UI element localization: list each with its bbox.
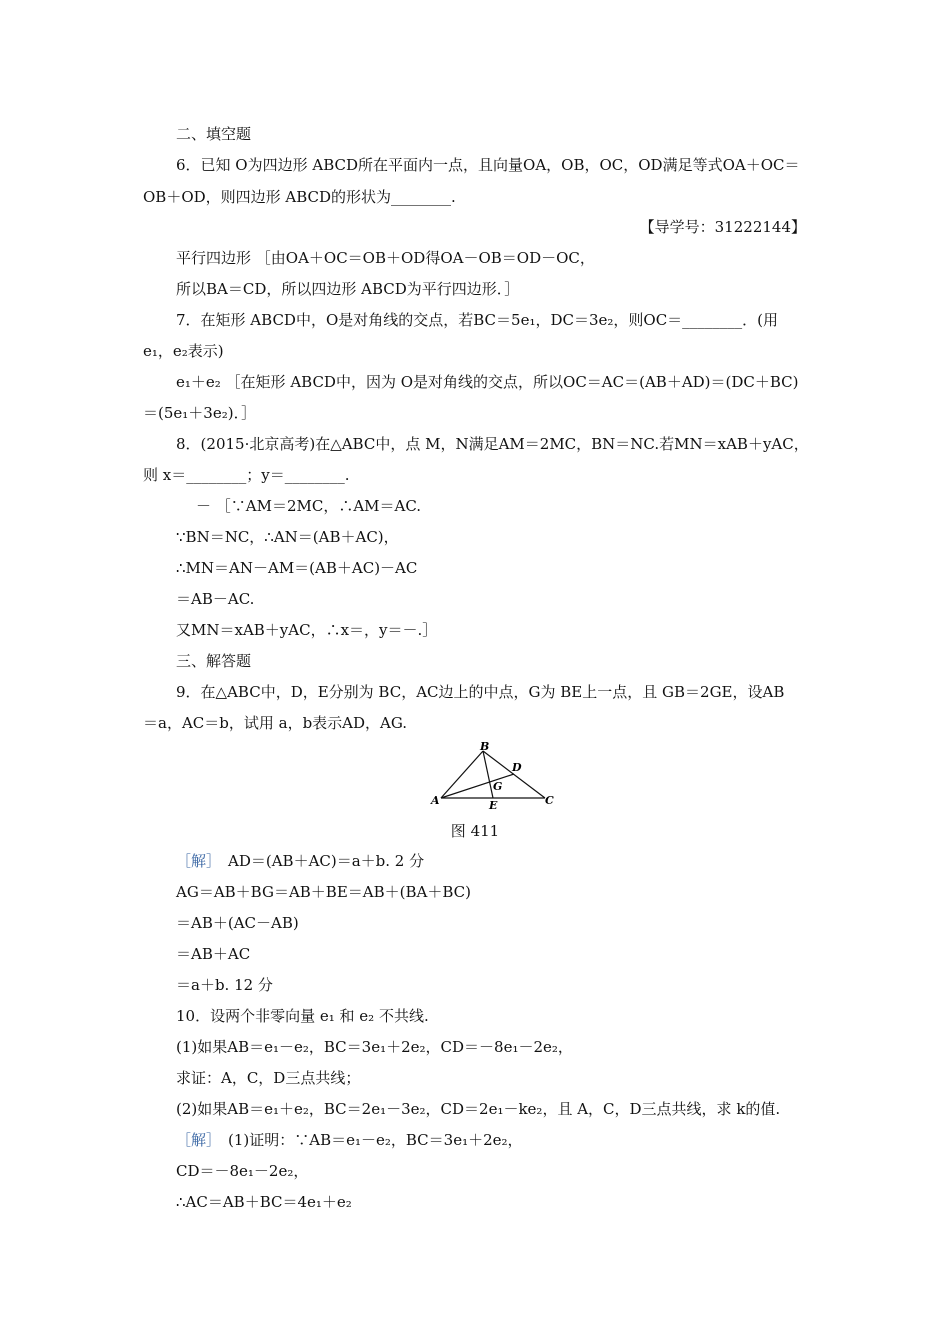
figure-caption: 图 411 (450, 822, 500, 840)
answer-8-line-5: 又MN＝xAB＋yAC，∴x＝，y＝－.］ (176, 621, 438, 639)
answer-6-line-2: 所以BA＝CD，所以四边形 ABCD为平行四边形．］ (176, 280, 520, 298)
solution-9-line-4: ＝AB＋AC (176, 945, 251, 963)
question-10-part-1-goal: 求证：A，C，D三点共线； (176, 1069, 361, 1087)
question-9-line-2: ＝a，AC＝b，试用 a，b表示AD，AG. (143, 714, 408, 732)
answer-8-line-1: － ［∵AM＝2MC，∴AM＝AC. (196, 497, 422, 515)
solution-9-line-3: ＝AB＋(AC－AB) (176, 914, 299, 932)
answer-6-line-1: 平行四边形 ［由OA＋OC＝OB＋OD得OA－OB＝OD－OC， (176, 249, 595, 267)
solution-9-line-2: AG＝AB＋BG＝AB＋BE＝AB＋(BA＋BC) (176, 883, 471, 901)
solution-9-line-5: ＝a＋b. 12 分 (176, 976, 273, 994)
label-b: B (480, 740, 490, 753)
triangle-figure (425, 738, 565, 814)
solution-9-line-1: AD＝(AB＋AC)＝a＋b. 2 分 (228, 852, 425, 870)
label-e: E (489, 799, 498, 812)
solution-10-line-1: (1)证明：∵AB＝e₁－e₂，BC＝3e₁＋2e₂， (228, 1131, 523, 1149)
question-10-part-2: (2)如果AB＝e₁＋e₂，BC＝2e₁－3e₂，CD＝2e₁－ke₂，且 A，C，D三点共线，求 k的值. (176, 1100, 781, 1118)
question-10-part-1: (1)如果AB＝e₁－e₂，BC＝3e₁＋2e₂，CD＝－8e₁－2e₂， (176, 1038, 573, 1056)
answer-8-line-2: ∵BN＝NC，∴AN＝(AB＋AC)， (176, 528, 399, 546)
solution-10-line-3: ∴AC＝AB＋BC＝4e₁＋e₂ (176, 1193, 352, 1211)
section-heading-fill-in: 二、填空题 (176, 125, 252, 143)
question-10-intro: 10．设两个非零向量 e₁ 和 e₂ 不共线. (176, 1007, 429, 1025)
solution-10-line-2: CD＝－8e₁－2e₂， (176, 1162, 309, 1180)
label-g: G (493, 780, 503, 793)
answer-8-line-3: ∴MN＝AN－AM＝(AB＋AC)－AC (176, 559, 418, 577)
answer-7-line-2: ＝(5e₁＋3e₂)．］ (143, 404, 257, 422)
question-9-line-1: 9．在△ABC中，D，E分别为 BC，AC边上的中点，G为 BE上一点，且 GB＝2GE，设AB (176, 683, 785, 701)
answer-7-line-1: e₁＋e₂ ［在矩形 ABCD中，因为 O是对角线的交点，所以OC＝AC＝(AB＋AD)＝(DC＋BC) (176, 373, 799, 391)
label-a: A (431, 794, 440, 807)
label-d: D (512, 761, 522, 774)
section-heading-solve: 三、解答题 (176, 652, 252, 670)
question-6-line-2: OB＋OD，则四边形 ABCD的形状为________. (143, 188, 456, 206)
solution-9-tag: ［解］ (176, 852, 222, 870)
question-6-line-1: 6．已知 O为四边形 ABCD所在平面内一点，且向量OA，OB，OC，OD满足等式OA＋OC＝ (176, 156, 800, 174)
question-8-line-2: 则 x＝________；y＝________. (143, 466, 350, 484)
question-8-line-1: 8．(2015·北京高考)在△ABC中，点 M，N满足AM＝2MC，BN＝NC.若MN＝xAB＋yAC， (176, 435, 809, 453)
question-7-line-1: 7．在矩形 ABCD中，O是对角线的交点，若BC＝5e₁，DC＝3e₂，则OC＝________．(用 (176, 311, 779, 329)
solution-10-tag: ［解］ (176, 1131, 222, 1149)
study-number-tag: 【导学号：31222144】 (639, 218, 806, 236)
label-c: C (545, 794, 554, 807)
question-7-line-2: e₁，e₂表示) (143, 342, 224, 360)
answer-8-line-4: ＝AB－AC. (176, 590, 255, 608)
